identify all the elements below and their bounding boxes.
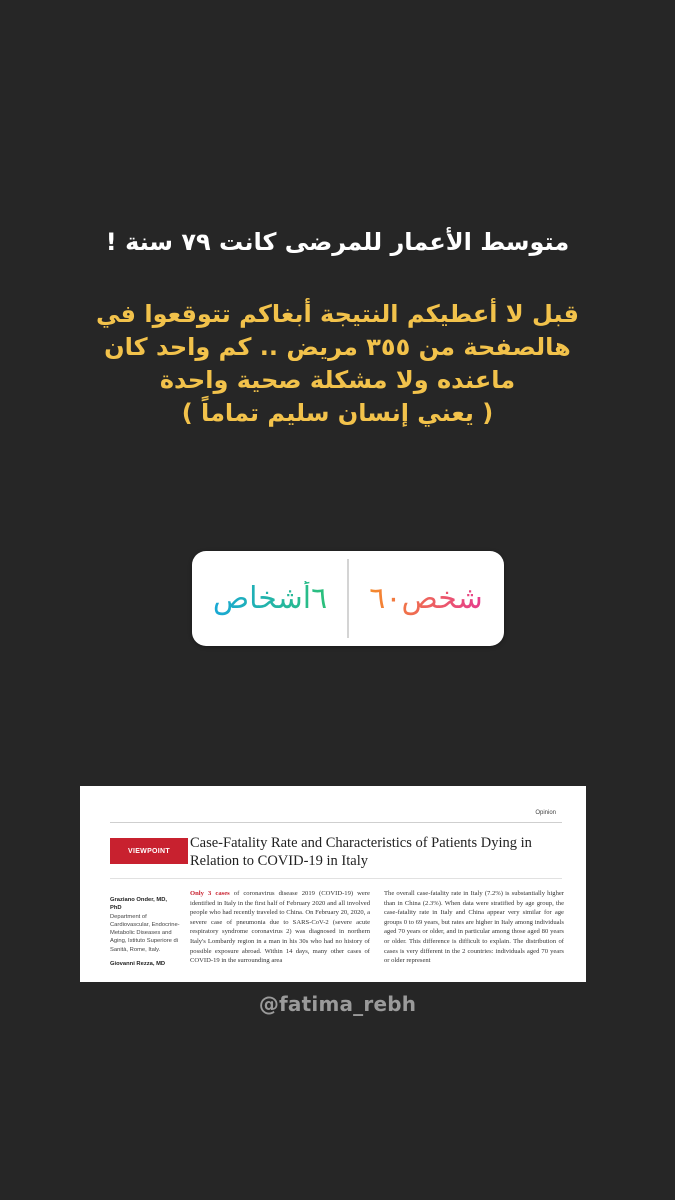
question-line-1: قبل لا أعطيكم النتيجة أبغاكم تتوقعوا في [96,300,579,328]
paper-title: Case-Fatality Rate and Characteristics of Patients Dying in Relation to COVID-19 in Italy [190,835,532,869]
paper-title-rule [110,878,562,879]
paper-authors [110,896,180,968]
question-line-3: ماعنده ولا مشكلة صحية واحدة [159,366,516,394]
story-question [40,298,635,430]
poll-sticker [192,551,504,646]
viewpoint-badge: VIEWPOINT [110,838,188,864]
paper-lead-highlight: Only 3 cases [190,890,230,897]
poll-option-right-label: شخص٦٠ [369,581,483,616]
author-1-name: Graziano Onder, MD, PhD [110,897,168,912]
paper-column-1-text: of coronavirus disease 2019 (COVID-19) were identified in Italy in the first half of February 2020 and all involved people who had recently traveled to China. On February 20, 2020, a severe case of pneumonia due to SARS-CoV-2 (severe acute respiratory syndrome coronavirus 2) was diagnosed in northern Italy's Lombardy region in a man in his 30s who had no history of possible exposure abroad. Within 14 days, many other cases of COVID-19 in the surrounding area [190,890,370,965]
story-headline: متوسط الأعمار للمرضى كانت ٧٩ سنة ! [105,228,570,256]
author-1-affiliation: Department of Cardiovascular, Endocrine-Metabolic Diseases and Aging, Istituto Superiore di Sanità, Rome, Italy. [110,913,180,953]
paper-column-1 [190,889,370,966]
poll-option-left-label: ٦أشخاص [212,581,328,616]
paper-screenshot [80,786,586,982]
paper-top-rule [110,822,562,823]
author-2-name: Giovanni Rezza, MD [110,961,166,968]
paper-column-2: The overall case-fatality rate in Italy (7.2%) is substantially higher than in China (2.3%). When data were stratified by age group, the case-fatality rate in Italy and China appear very similar for age groups 0 to 69 years, but rates are higher in Italy among individuals aged 70 years or older, and in particular among those aged 80 years or older. This difference is difficult to explain. The distribution of cases is very different in the 2 countries: individuals aged 70 years or older represent [384,890,564,965]
poll-option-right[interactable] [348,551,504,646]
question-line-2: هالصفحة من ٣٥٥ مريض .. كم واحد كان [104,333,571,361]
poll-option-left[interactable] [192,551,348,646]
paper-section-label: Opinion [535,810,556,816]
user-handle[interactable]: @fatima_rebh [258,992,417,1016]
question-line-4: ( يعني إنسان سليم تماماً ) [181,399,494,427]
